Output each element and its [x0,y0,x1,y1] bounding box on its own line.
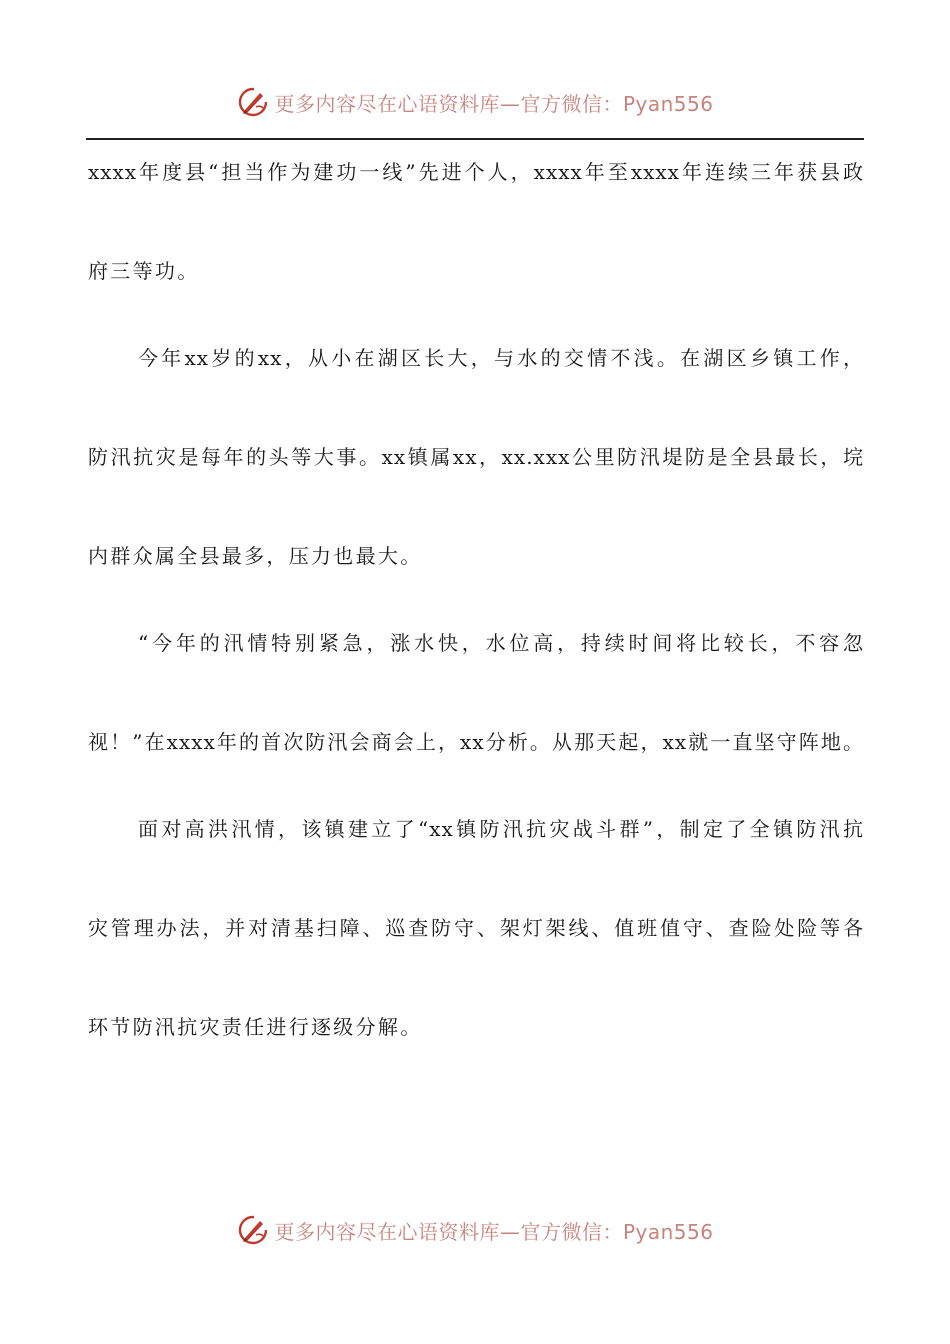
document-body [88,154,864,1108]
body-line-7: 视！”在xxxx年的首次防汛会商会上，xx分析。从那天起，xx就一直坚守阵地。 [88,730,864,754]
body-line-2: 府三等功。 [88,259,200,283]
body-line-6: “今年的汛情特别紧急，涨水快，水位高，持续时间将比较长，不容忽 [138,631,864,655]
body-line-8: 面对高洪汛情，该镇建立了“xx镇防汛抗灾战斗群”，制定了全镇防汛抗 [138,817,864,841]
footer-banner-text: 更多内容尽在心语资料库—官方微信：Pyan556 [274,1219,714,1244]
header-banner [0,80,950,124]
body-line-10: 环节防汛抗灾责任进行逐级分解。 [88,1015,423,1039]
body-line-5: 内群众属全县最多，压力也最大。 [88,544,423,568]
header-divider [86,138,864,140]
body-line-1: xxxx年度县“担当作为建功一线”先进个人，xxxx年至xxxx年连续三年获县政 [88,160,864,184]
body-line-3: 今年xx岁的xx，从小在湖区长大，与水的交情不浅。在湖区乡镇工作， [138,346,864,370]
body-line-9: 灾管理办法，并对清基扫障、巡查防守、架灯架线、值班值守、查险处险等各 [88,916,864,940]
pen-logo-icon [236,85,270,119]
header-banner-text: 更多内容尽在心语资料库—官方微信：Pyan556 [274,91,714,116]
body-line-4: 防汛抗灾是每年的头等大事。xx镇属xx，xx.xxx公里防汛堤防是全县最长，垸 [88,445,864,469]
pen-logo-icon [236,1213,270,1247]
footer-banner [0,1208,950,1252]
